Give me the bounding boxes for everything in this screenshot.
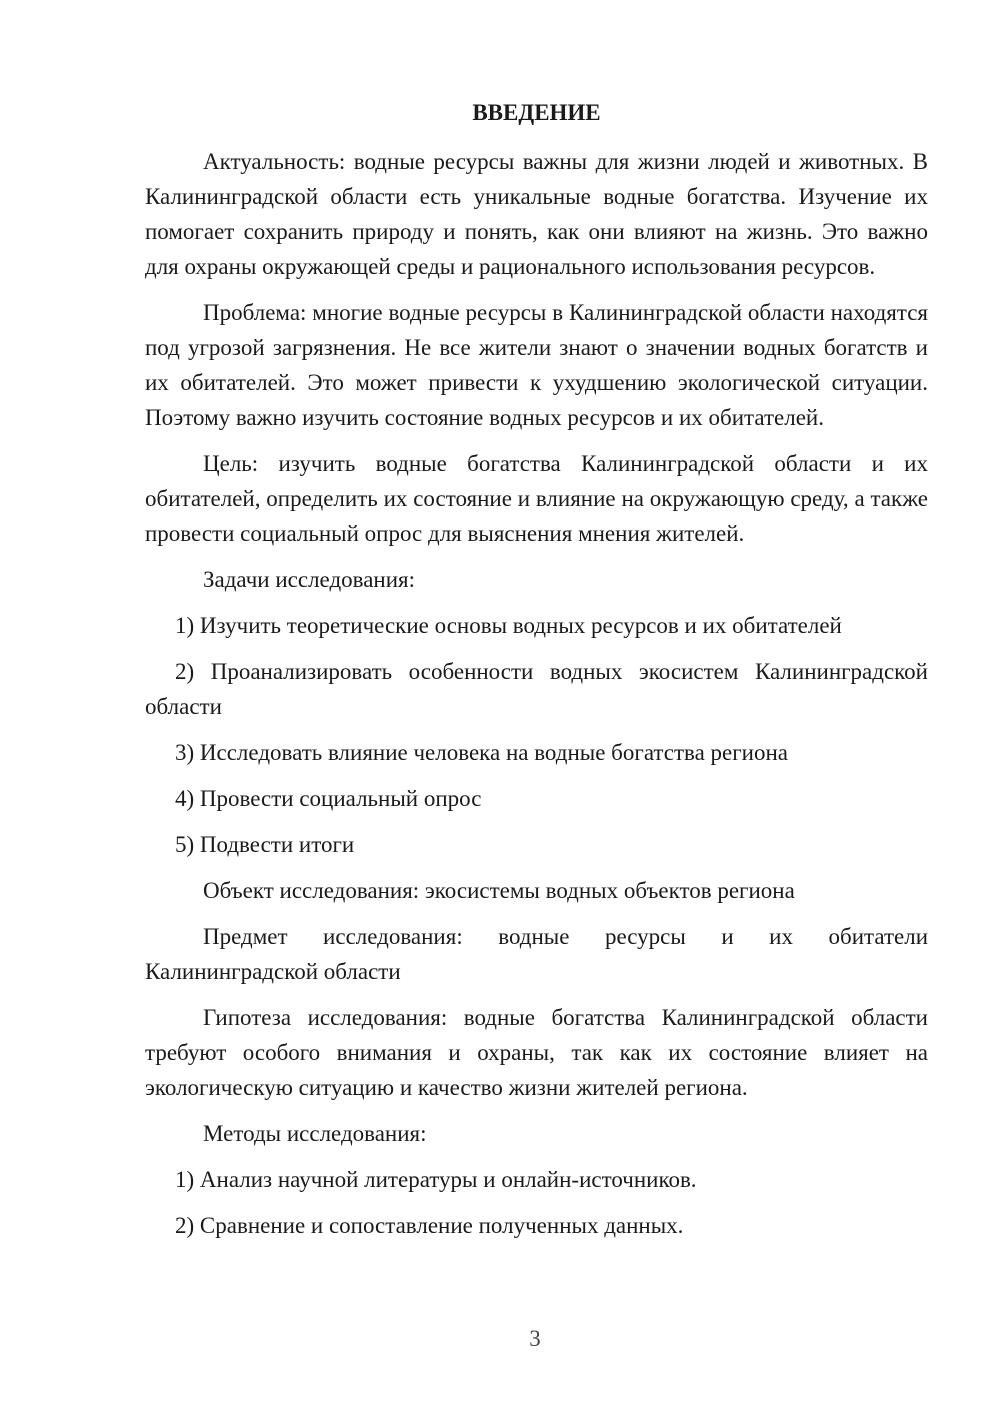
- methods-heading: Методы исследования:: [203, 1121, 427, 1146]
- method-item-1: 1) Анализ научной литературы и онлайн-источников.: [175, 1167, 697, 1192]
- section-title: ВВЕДЕНИЕ: [472, 100, 601, 125]
- object-paragraph: Объект исследования: экосистемы водных объектов региона: [203, 878, 795, 903]
- task-item-1: 1) Изучить теоретические основы водных ресурсов и их обитателей: [175, 613, 842, 638]
- hypothesis-paragraph: Гипотеза исследования: водные богатства Калининградской области требуют особого внимания и охраны, так как их состояние влияет на экологическую ситуацию и качество жизни жителей региона.: [145, 1005, 928, 1100]
- method-item-2: 2) Сравнение и сопоставление полученных данных.: [175, 1213, 684, 1238]
- page-number: 3: [529, 1326, 541, 1351]
- task-item-5: 5) Подвести итоги: [175, 832, 355, 857]
- task-item-4: 4) Провести социальный опрос: [175, 786, 482, 811]
- problem-paragraph: Проблема: многие водные ресурсы в Калининградской области находятся под угрозой загрязнения. Не все жители знают о значении водных богатств и их обитателей. Это может привести к ухудшению экологической ситуации. Поэтому важно изучить состояние водных ресурсов и их обитателей.: [145, 300, 928, 430]
- document-page: [145, 95, 928, 1254]
- task-item-2: 2) Проанализировать особенности водных экосистем Калининградской области: [145, 659, 928, 719]
- task-item-3: 3) Исследовать влияние человека на водные богатства региона: [175, 740, 789, 765]
- relevance-paragraph: Актуальность: водные ресурсы важны для жизни людей и животных. В Калининградской области есть уникальные водные богатства. Изучение их помогает сохранить природу и понять, как они влияют на жизнь. Это важно для охраны окружающей среды и рационального использования ресурсов.: [145, 149, 928, 279]
- tasks-heading: Задачи исследования:: [203, 567, 416, 592]
- goal-paragraph: Цель: изучить водные богатства Калининградской области и их обитателей, определить их состояние и влияние на окружающую среду, а также провести социальный опрос для выяснения мнения жителей.: [145, 451, 928, 546]
- subject-paragraph: Предмет исследования: водные ресурсы и их обитатели Калининградской области: [145, 924, 928, 984]
